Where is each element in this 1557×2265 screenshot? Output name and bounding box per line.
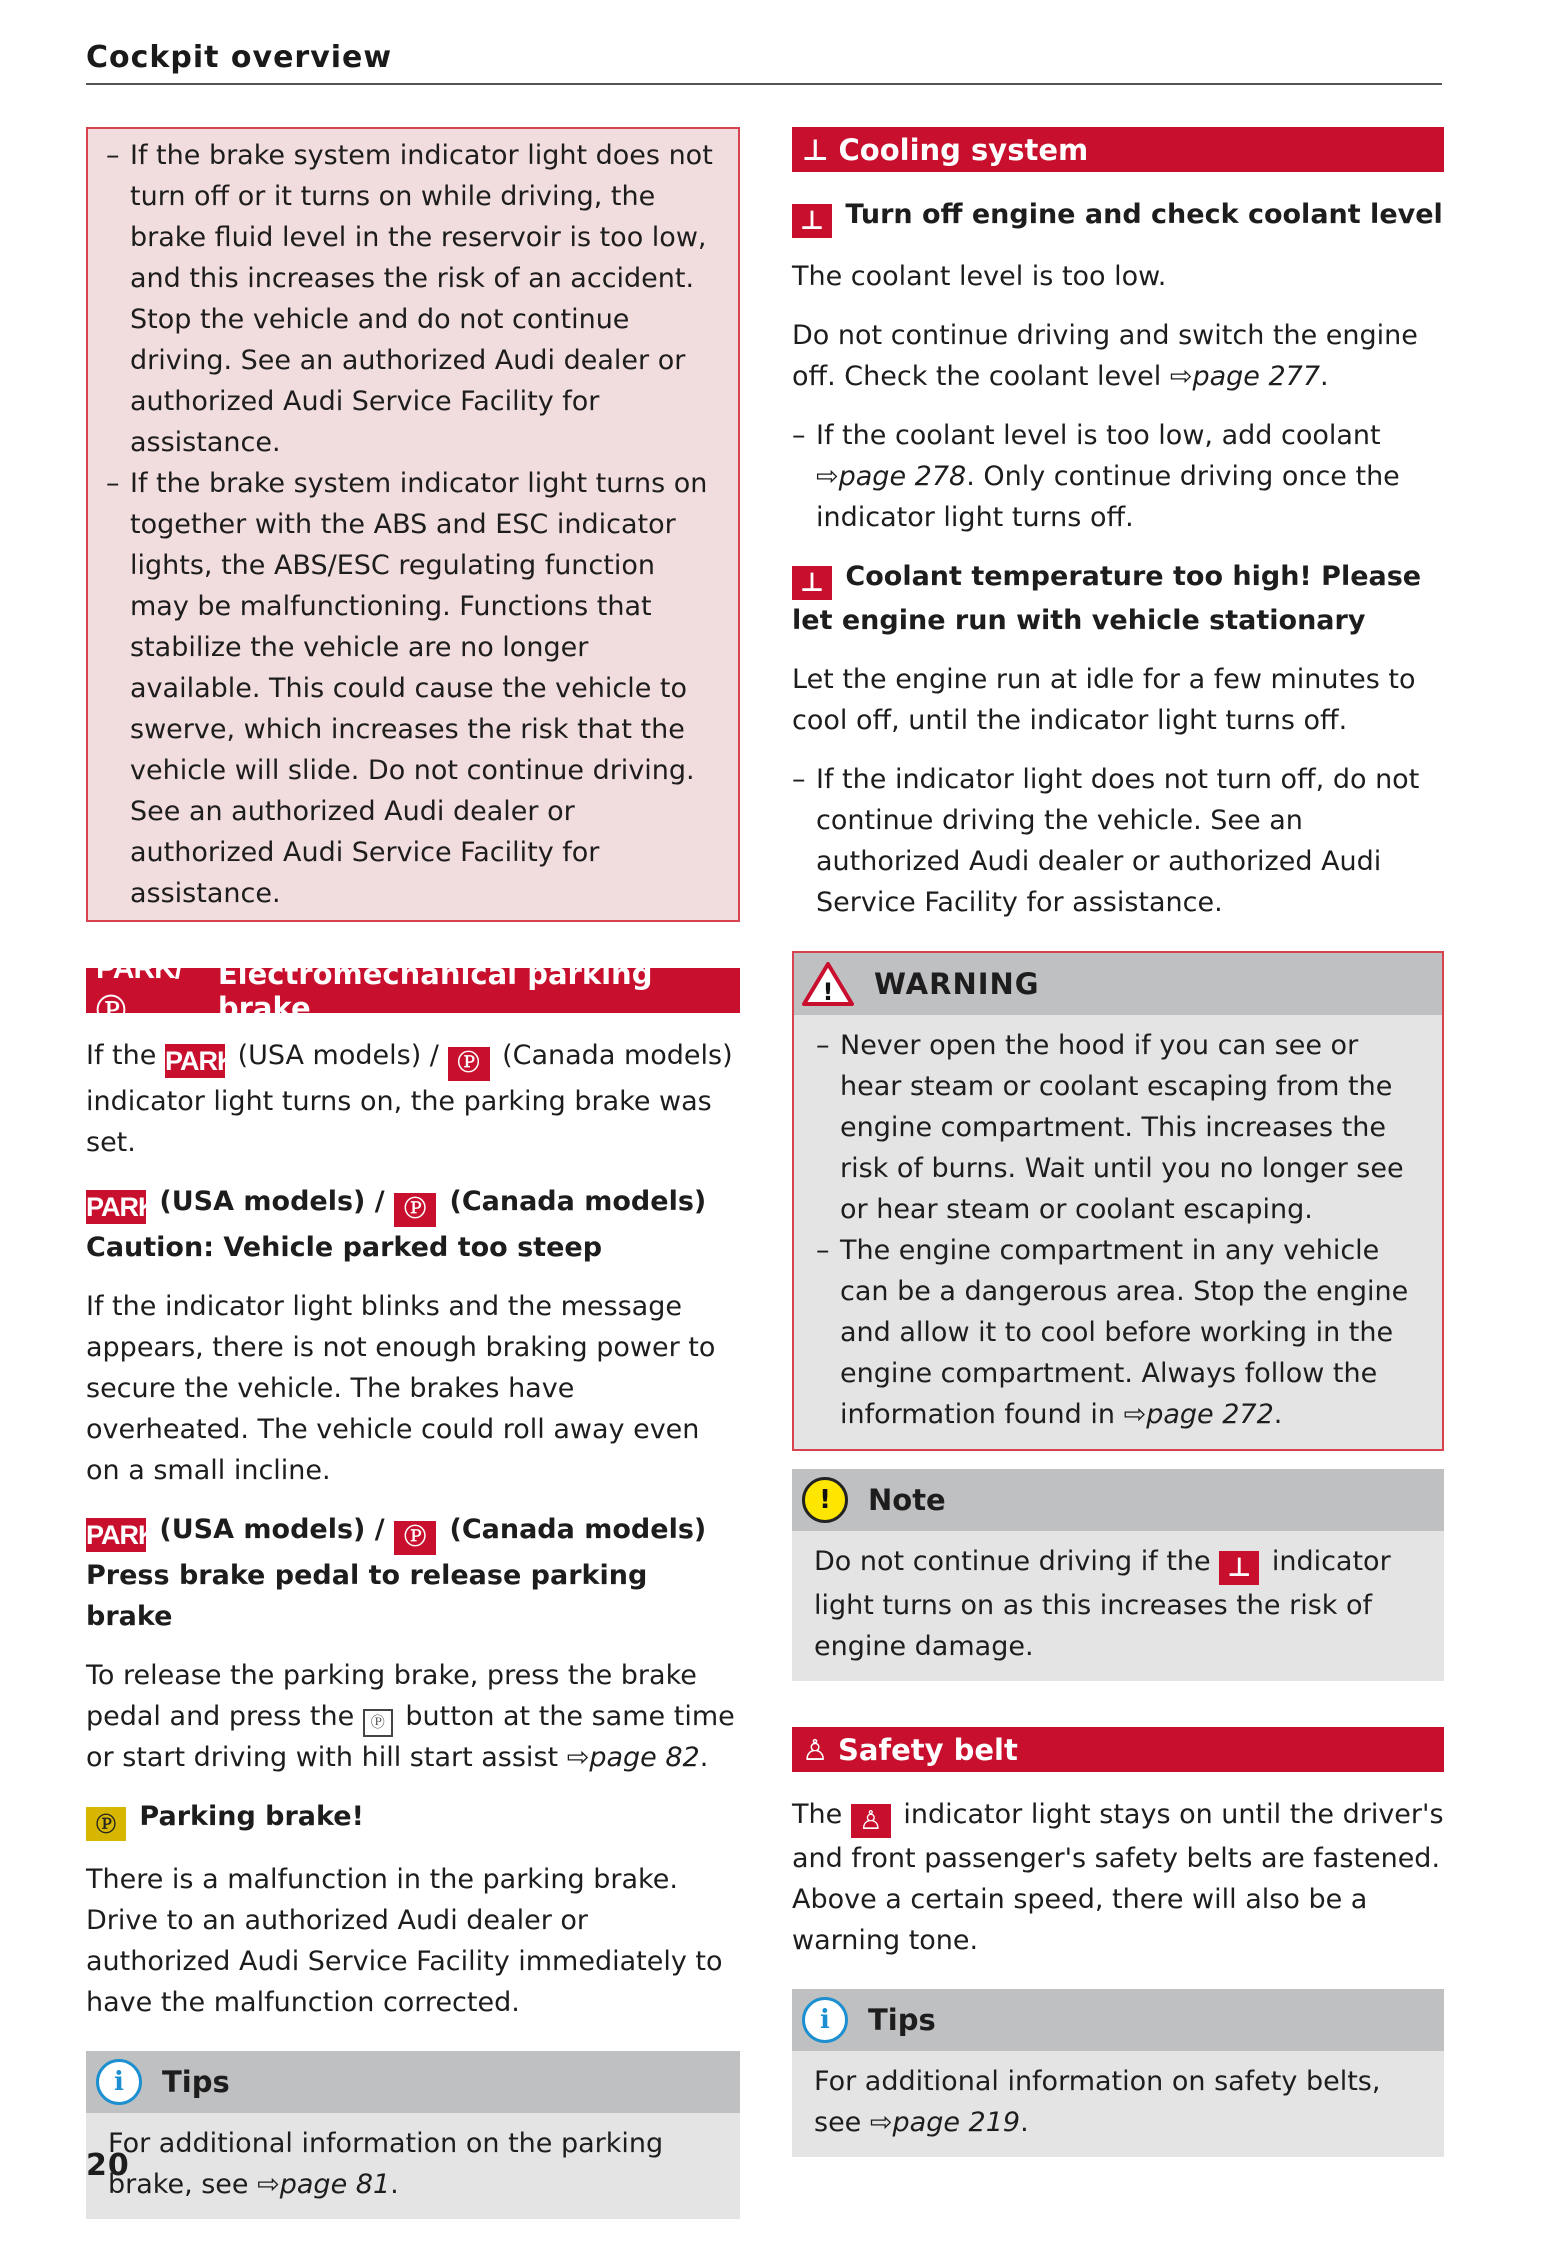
brake-warning-item: – If the brake system indicator light turns on together with the ABS and ESC indicator lights, the ABS/ESC regulating function may be malfunctioning. Functions that stabilize the vehicle are no longer available. This could cause the vehicle to swerve, which increases the risk that the vehicle will slide. Do not continue driving. See an authorized Audi dealer or authorized Audi Service Facility for assistance. [106,463,720,914]
park-indicator-icon: PARK [86,1520,157,1550]
page-number: 20 [86,2148,130,2183]
note-exclamation-icon: ! [802,1477,848,1523]
left-column [86,127,740,2265]
coolant-temp-list-item: – If the indicator light does not turn off, do not continue driving the vehicle. See an authorized Audi dealer or authorized Audi Service Facility for assistance. [792,759,1444,923]
note-text: Do not continue driving if the ⊥ indicator light turns on as this increases the risk of engine damage. [814,1546,1391,1662]
warning-list-item: – The engine compartment in any vehicle can be a dangerous area. Stop the engine and allow it to cool before working in the engine compartment. Always follow the information found in ⇨page 272. [816,1230,1420,1435]
section-parking-brake [86,951,740,1028]
coolant-indicator-icon: ⊥ [792,566,832,600]
seatbelt-icon: ♙ [802,1732,828,1767]
right-column [792,127,1444,2203]
page-reference[interactable]: ⇨page 277 [1169,361,1321,392]
coolant-switch-off-text: Do not continue driving and switch the engine off. Check the coolant level ⇨page 277. [792,320,1418,392]
page-reference[interactable]: ⇨page 278 [816,461,967,492]
brake-warning-list [106,135,720,914]
page-reference[interactable]: ⇨page 81 [257,2169,391,2200]
tips-title: Tips [162,2065,230,2099]
section-title: Safety belt [838,1732,1018,1767]
page-reference[interactable]: ⇨page 219 [869,2107,1021,2138]
brake-warning-box [86,127,740,922]
svg-text:!: ! [822,978,834,1006]
coolant-low-text: The coolant level is too low. [792,261,1167,292]
parking-p-indicator-icon: Ⓟ [394,1193,436,1227]
park-indicator-icon: PARK [86,1192,157,1222]
section-cooling-system [792,127,1444,172]
parked-too-steep-text: If the indicator light blinks and the message appears, there is not enough braking power to secure the vehicle. The brakes have overheated. The vehicle could roll away even on a small incline. [86,1291,716,1486]
warning-list-item: – Never open the hood if you can see or hear steam or coolant escaping from the engine compartment. This increases the risk of burns. Wait until you no longer see or hear steam or coolant escaping. [816,1025,1420,1230]
info-icon: i [802,1997,848,2043]
parking-malfunction-text: There is a malfunction in the parking brake. Drive to an authorized Audi dealer or authorized Audi Service Facility immediately to have the malfunction corrected. [86,1864,723,2018]
tips-header [792,1989,1444,2051]
subhead-check-coolant: ⊥ Turn off engine and check coolant level [792,194,1444,238]
parking-p-indicator-icon: Ⓟ [394,1521,436,1555]
coolant-indicator-icon: ⊥ [792,204,832,238]
subhead-coolant-temperature: ⊥ Coolant temperature too high! Please let engine run with vehicle stationary [792,561,1422,636]
coolant-list [792,415,1444,538]
section-title: Electromechanical parking brake [217,956,653,1025]
tips-header [86,2051,740,2113]
section-safety-belt [792,1727,1444,1772]
coolant-idle-text: Let the engine run at idle for a few minutes to cool off, until the indicator light turns off. [792,664,1416,736]
warning-header [794,953,1442,1015]
warning-list [816,1025,1420,1435]
parking-intro: If the PARK (USA models) / Ⓟ (Canada models) indicator light turns on, the parking brake was set. [86,1040,733,1158]
page-reference[interactable]: ⇨page 82 [566,1742,700,1773]
subhead-parking-brake-malfunction: Ⓟ Parking brake! [86,1796,740,1841]
note-header [792,1469,1444,1531]
parking-brake-icon: PARK/Ⓟ [96,951,183,1028]
tips-text: For additional information on the parking brake, see ⇨page 81. [108,2128,664,2200]
parking-brake-malfunction-icon: Ⓟ [86,1807,126,1841]
coolant-icon: ⊥ [802,132,829,167]
parking-p-indicator-icon: Ⓟ [448,1047,490,1081]
section-title: Cooling system [838,132,1089,167]
release-text: To release the parking brake, press the brake pedal and press the Ⓟ button at the same time or start driving with hill start assist ⇨page 82. [86,1660,735,1773]
tips-box-safety-belt [792,1989,1444,2157]
coolant-indicator-icon: ⊥ [1219,1551,1259,1585]
tips-box-parking [86,2051,740,2219]
subhead-press-brake-pedal: PARK (USA models) / Ⓟ (Canada models) Press brake pedal to release parking brake [86,1514,707,1632]
coolant-list-item: – If the coolant level is too low, add coolant ⇨page 278. Only continue driving once the indicator light turns off. [792,415,1444,538]
warning-box [792,951,1444,1451]
parking-brake-button-icon: Ⓟ [363,1709,393,1737]
page-header-title: Cockpit overview [86,40,393,75]
header-rule [86,83,1442,85]
park-indicator-icon: PARK [164,1046,236,1076]
note-box [792,1469,1444,1681]
safety-belt-text: The ♙ indicator light stays on until the driver's and front passenger's safety belts are fastened. Above a certain speed, there will also be a warning tone. [792,1799,1444,1956]
tips-text: For additional information on safety belts, see ⇨page 219. [814,2066,1381,2138]
warning-title: WARNING [874,967,1040,1001]
tips-title: Tips [868,2003,936,2037]
note-title: Note [868,1483,946,1517]
warning-triangle-icon [802,961,854,1007]
page-reference[interactable]: ⇨page 272 [1123,1399,1274,1430]
coolant-temp-list [792,759,1444,923]
seatbelt-indicator-icon: ♙ [851,1804,891,1838]
info-icon: i [96,2059,142,2105]
subhead-parked-too-steep: PARK (USA models) / Ⓟ (Canada models) Caution: Vehicle parked too steep [86,1186,707,1263]
brake-warning-item: – If the brake system indicator light does not turn off or it turns on while driving, the brake fluid level in the reservoir is too low, and this increases the risk of an accident. Stop the vehicle and do not continue driving. See an authorized Audi dealer or authorized Audi Service Facility for assistance. [106,135,720,463]
